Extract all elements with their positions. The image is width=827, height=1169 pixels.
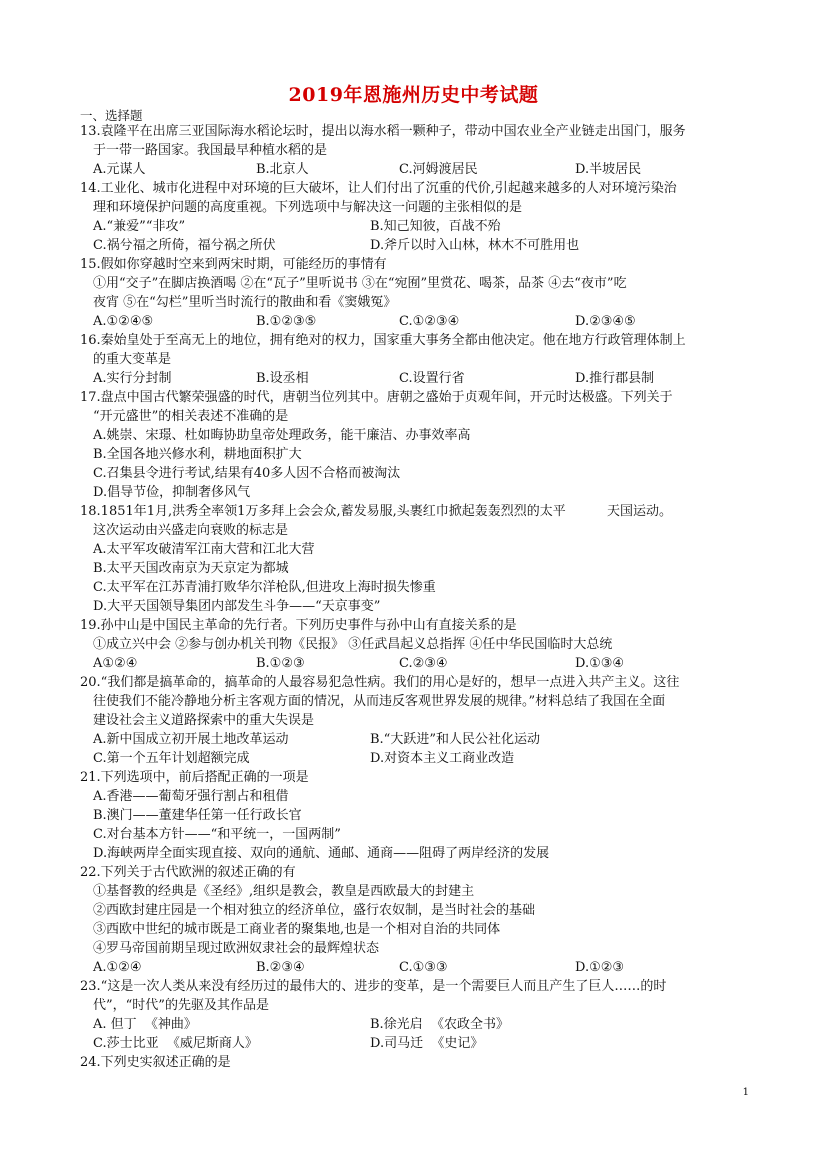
question-15 (80, 255, 752, 331)
option-row (80, 958, 752, 977)
question-stem: 20.“我们都是搞革命的，搞革命的人最容易犯急性病。我们的用心是好的，想早一点进入共产主义。这往 (80, 675, 680, 690)
question-14 (80, 179, 752, 255)
page-title: 2019年恩施州历史中考试题 (288, 84, 539, 106)
question-stem: ①成立兴中会 ②参与创办机关刊物《民报》 ③任武昌起义总指挥 ④任中华民国临时大总统 (93, 637, 613, 652)
option-a: A.①②④ (93, 960, 142, 975)
option-row (80, 369, 752, 388)
option-d: D.司马迁 《史记》 (370, 1036, 484, 1051)
option-a: A.①②④⑤ (93, 314, 154, 329)
question-stem: 夜宵 ⑤在“勾栏”里听当时流行的散曲和看《窦娥冤》 (93, 295, 397, 310)
question-list (80, 122, 752, 1072)
option-d: D.对资本主义工商业改造 (370, 751, 515, 766)
option-row (80, 654, 752, 673)
question-stem: 22.下列关于古代欧洲的叙述正确的有 (80, 865, 296, 880)
question-19 (80, 616, 752, 673)
statement-2: ②西欧封建庄园是一个相对独立的经济单位，盛行农奴制，是当时社会的基础 (93, 903, 536, 918)
option-c: C.对台基本方针——“和平统一，一国两制” (93, 827, 341, 842)
option-b: B.全国各地兴修水利，耕地面积扩大 (93, 447, 302, 462)
question-stem: 19.孙中山是中国民主革命的先行者。下列历史事件与孙中山有直接关系的是 (80, 618, 517, 633)
question-stem: 代”，“时代”的先驱及其作品是 (93, 998, 269, 1013)
option-a: A.元谋人 (93, 162, 146, 177)
option-d: D.半坡居民 (575, 162, 642, 177)
option-d: D.斧斤以时入山林，林木不可胜用也 (370, 238, 580, 253)
question-stem: 16.秦始皇处于至高无上的地位，拥有绝对的权力，国家重大事务全都由他决定。他在地方行政管理体制上 (80, 333, 686, 348)
question-20 (80, 673, 752, 768)
question-stem: 理和环境保护问题的高度重视。下列选项中与解决这一问题的主张相似的是 (93, 200, 523, 215)
question-stem: 18.1851年1月,洪秀全率领1万多拜上会会众,蓄发易服,头裹红巾掀起轰轰烈烈的太平 天国运动。 (80, 504, 673, 519)
option-c: C.太平军在江苏青浦打败华尔洋枪队,但进攻上海时损失惨重 (93, 580, 436, 595)
option-b: B.②③④ (256, 960, 305, 975)
page-number: 1 (742, 1087, 749, 1098)
option-row (80, 1015, 752, 1034)
question-stem: ①用“交子”在脚店换酒喝 ②在“瓦子”里听说书 ③在“宛囿”里赏花、喝茶，品茶 ④去“夜市”吃 (93, 276, 627, 291)
question-21 (80, 768, 752, 863)
option-b: B.徐光启 《农政全书》 (370, 1017, 509, 1032)
question-24 (80, 1053, 752, 1072)
option-c: C.①②③④ (399, 314, 460, 329)
question-stem: 往使我们不能冷静地分析主客观方面的情况，从而违反客观世界发展的规律。”材料总结了我国在全面 (93, 694, 666, 709)
option-d: D.大平天国领导集团内部发生斗争——“天京事变” (93, 599, 381, 614)
question-stem: 14.工业化、城市化进程中对环境的巨大破坏，让人们付出了沉重的代价,引起越来越多的人对环境污染治 (80, 181, 677, 196)
option-b: B.北京人 (256, 162, 309, 177)
option-row (80, 236, 752, 255)
option-b: B.①②③ (256, 656, 305, 671)
question-stem: 17.盘点中国古代繁荣强盛的时代，唐朝当位列其中。唐朝之盛始于贞观年间，开元时达极盛。下列关于 (80, 390, 673, 405)
option-c: C.莎士比亚 《威尼斯商人》 (93, 1036, 258, 1051)
option-c: C.第一个五年计划超额完成 (93, 751, 250, 766)
option-d: D.②③④⑤ (575, 314, 636, 329)
option-c: C.祸兮福之所倚，福兮祸之所伏 (93, 238, 276, 253)
option-b: B.澳门——董建华任第一任行政长官 (93, 808, 302, 823)
question-18 (80, 502, 752, 616)
option-row (80, 160, 752, 179)
question-23 (80, 977, 752, 1053)
option-row (80, 749, 752, 768)
question-stem: 24.下列史实叙述正确的是 (80, 1055, 231, 1070)
question-stem: 的重大变革是 (93, 352, 172, 367)
question-stem: 21.下列选项中，前后搭配正确的一项是 (80, 770, 309, 785)
statement-4: ④罗马帝国前期呈现过欧洲奴隶社会的最辉煌状态 (93, 941, 380, 956)
option-b: B.知己知彼，百战不殆 (370, 219, 501, 234)
question-17 (80, 388, 752, 502)
question-22 (80, 863, 752, 977)
option-row (80, 1034, 752, 1053)
option-a: A.太平军攻破清军江南大营和江北大营 (93, 542, 315, 557)
statement-1: ①基督教的经典是《圣经》,组织是教会，教皇是西欧最大的封建主 (93, 884, 475, 899)
question-stem: 这次运动由兴盛走向衰败的标志是 (93, 523, 289, 538)
question-13 (80, 122, 752, 179)
question-stem: “开元盛世”的相关表述不准确的是 (93, 409, 289, 424)
option-b: B.①②③⑤ (256, 314, 317, 329)
question-stem: 建设社会主义道路探索中的重大失误是 (93, 713, 315, 728)
option-row (80, 217, 752, 236)
option-d: D.倡导节俭，抑制奢侈风气 (93, 485, 251, 500)
option-a: A.“兼爱”“非攻” (93, 219, 186, 234)
option-row (80, 312, 752, 331)
option-b: B.“大跃进”和人民公社化运动 (370, 732, 540, 747)
option-d: D.①③④ (575, 656, 625, 671)
option-a: A. 但丁 《神曲》 (93, 1017, 197, 1032)
option-a: A.新中国成立初开展土地改革运动 (93, 732, 289, 747)
question-16 (80, 331, 752, 388)
option-c: C.设置行省 (399, 371, 465, 386)
option-row (80, 730, 752, 749)
option-d: D.①②③ (575, 960, 625, 975)
option-b: B.太平天国改南京为天京定为都城 (93, 561, 289, 576)
option-b: B.设丞相 (256, 371, 309, 386)
question-stem: 于一带一路国家。我国最早种植水稻的是 (93, 143, 328, 158)
question-stem: 15.假如你穿越时空来到两宋时期，可能经历的事情有 (80, 257, 387, 272)
option-a: A①②④ (93, 656, 138, 671)
question-stem: 23.“这是一次人类从来没有经历过的最伟大的、进步的变革，是一个需要巨人而且产生了巨人……的时 (80, 979, 667, 994)
question-stem: 13.袁隆平在出席三亚国际海水稻论坛时，提出以海水稻一颗种子，带动中国农业全产业链走出国门，服务 (80, 124, 686, 139)
option-a: A.姚崇、宋璟、杜如晦协助皇帝处理政务，能干廉洁、办事效率高 (93, 428, 471, 443)
statement-3: ③西欧中世纪的城市既是工商业者的聚集地,也是一个相对自治的共同体 (93, 922, 501, 937)
option-a: A.实行分封制 (93, 371, 172, 386)
option-c: C.河姆渡居民 (399, 162, 478, 177)
option-d: D.海峡两岸全面实现直接、双向的通航、通邮、通商——阻碍了两岸经济的发展 (93, 846, 550, 861)
option-a: A.香港——葡萄牙强行割占和租借 (93, 789, 289, 804)
option-c: C.召集县令进行考试,结果有40多人因不合格而被淘汰 (93, 466, 401, 481)
option-c: C.②③④ (399, 656, 448, 671)
option-c: C.①③③ (399, 960, 448, 975)
option-d: D.推行郡县制 (575, 371, 655, 386)
section-heading: 一、选择题 (80, 108, 143, 123)
